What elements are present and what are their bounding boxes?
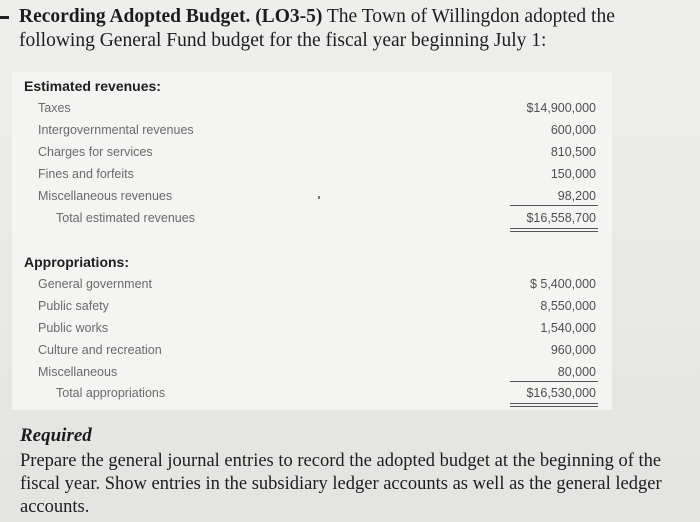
- appropriation-total-label: Total appropriations: [56, 386, 166, 400]
- double-rule-bottom: [510, 406, 598, 407]
- revenue-row-value: $14,900,000: [526, 101, 596, 115]
- problem-intro-text: The Town of Willingdon adopted the following General Fund budget for the fiscal year beginning July 1:: [19, 6, 615, 51]
- revenue-row-value: 600,000: [550, 123, 596, 137]
- appropriation-row-label: General government: [38, 277, 152, 291]
- appropriation-total-value: $16,530,000: [526, 386, 596, 400]
- revenue-row-value: 98,200: [557, 189, 596, 203]
- appropriations-heading: Appropriations:: [24, 254, 129, 270]
- double-rule-bottom: [510, 231, 598, 232]
- appropriation-row-label: Public works: [38, 321, 109, 335]
- subtotal-rule: [510, 381, 598, 382]
- bullet-mark: [0, 16, 9, 19]
- problem-intro: [19, 5, 689, 53]
- revenue-row-label: Fines and forfeits: [38, 167, 134, 181]
- appropriation-row-label: Culture and recreation: [38, 343, 162, 357]
- appropriation-row-label: Miscellaneous: [38, 365, 118, 379]
- revenue-row-label: Taxes: [38, 101, 71, 115]
- double-rule-top: [510, 228, 598, 229]
- revenue-row-label: Intergovernmental revenues: [38, 123, 194, 137]
- appropriation-row-label: Public safety: [38, 299, 109, 313]
- required-heading: Required: [20, 425, 92, 446]
- budget-table: [12, 72, 612, 410]
- revenues-heading: Estimated revenues:: [24, 78, 161, 94]
- revenue-total-value: $16,558,700: [526, 211, 596, 225]
- revenue-row-label: Miscellaneous revenues: [38, 189, 173, 203]
- appropriation-row-value: 80,000: [557, 365, 596, 379]
- revenue-row-value: 810,500: [550, 145, 596, 159]
- scan-speck: [318, 196, 320, 199]
- appropriation-row-value: 8,550,000: [540, 299, 596, 313]
- revenue-total-label: Total estimated revenues: [56, 211, 195, 225]
- subtotal-rule: [510, 205, 598, 206]
- appropriation-row-value: 1,540,000: [540, 321, 596, 335]
- appropriation-row-value: 960,000: [550, 343, 596, 357]
- problem-title: Recording Adopted Budget. (LO3-5): [19, 6, 323, 27]
- revenue-row-label: Charges for services: [38, 145, 153, 159]
- appropriation-row-value: $ 5,400,000: [529, 277, 596, 291]
- required-text: Prepare the general journal entries to record the adopted budget at the beginning of the fiscal year. Show entries in the subsidiary ledger accounts as well as the general ledger accounts.: [20, 451, 662, 517]
- revenue-row-value: 150,000: [550, 167, 596, 181]
- double-rule-top: [510, 403, 598, 404]
